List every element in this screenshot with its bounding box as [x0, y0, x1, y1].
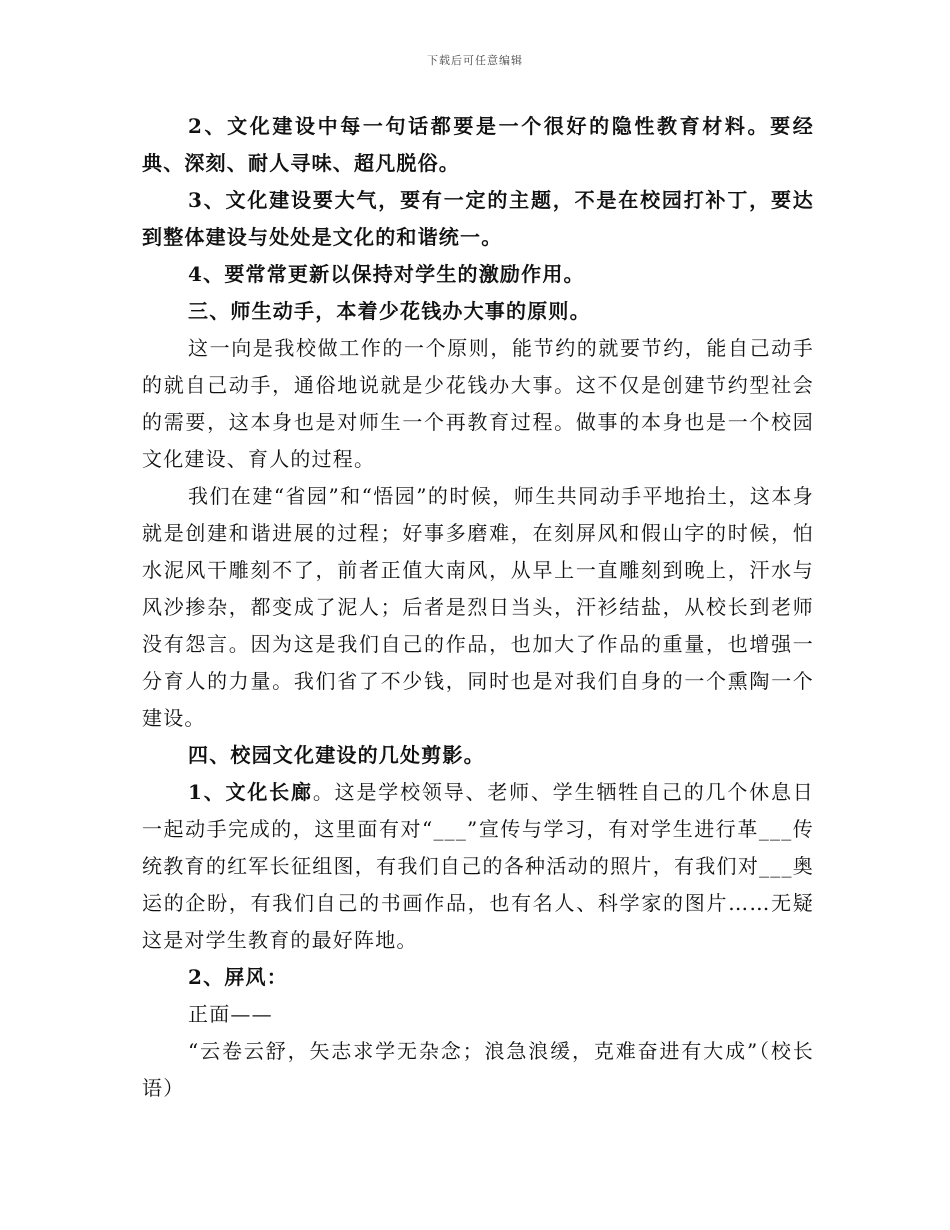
screen-front-quote: “云卷云舒，矢志求学无杂念；浪急浪缓，克难奋进有大成”（校长语） — [142, 1039, 814, 1100]
paragraph-point-4: 4、要常常更新以保持对学生的激励作用。 — [188, 262, 585, 286]
paragraph-culture-corridor — [142, 774, 814, 959]
subheading-screen: 2、屏风： — [188, 965, 288, 989]
paragraph-point-3: 3、文化建设要大气，要有一定的主题，不是在校园打补丁，要达到整体建设与处处是文化的和谐统一。 — [142, 188, 814, 249]
paragraph-gardens: 我们在建“省园”和“悟园”的时候，师生共同动手平地抬土，这本身就是创建和谐进展的过程；好事多磨难，在刻屏风和假山字的时候，怕水泥风干雕刻不了，前者正值大南风，从早上一直雕刻到晚上，汗水与风沙掺杂，都变成了泥人；后者是烈日当头，汗衫结盐，从校长到老师没有怨言。因为这是我们自己的作品，也加大了作品的重量，也增强一分育人的力量。我们省了不少钱，同时也是对我们自身的一个熏陶一个建设。 — [142, 484, 814, 730]
paragraph-principle: 这一向是我校做工作的一个原则，能节约的就要节约，能自己动手的就自己动手，通俗地说就是少花钱办大事。这不仅是创建节约型社会的需要，这本身也是对师生一个再教育过程。做事的本身也是一个校园文化建设、育人的过程。 — [142, 336, 814, 471]
paragraph-point-2: 2、文化建设中每一句话都要是一个很好的隐性教育材料。要经典、深刻、耐人寻味、超凡脱俗。 — [142, 114, 814, 175]
corridor-text: 。这是学校领导、老师、学生牺牲自己的几个休息日一起动手完成的，这里面有对“___”宣传与学习，有对学生进行革___传统教育的红军长征组图，有我们自己的各种活动的照片，有我们对___奥运的企盼，有我们自己的书画作品，也有名人、科学家的图片……无疑这是对学生教育的最好阵地。 — [142, 780, 814, 952]
document-body — [142, 108, 814, 1107]
section-heading-3: 三、师生动手，本着少花钱办大事的原则。 — [188, 299, 591, 323]
page-header: 下载后可任意编辑 — [427, 54, 523, 67]
section-heading-4: 四、校园文化建设的几处剪影。 — [188, 743, 485, 767]
screen-front-label: 正面—— — [188, 1002, 273, 1026]
corridor-label: 1、文化长廊 — [188, 780, 313, 804]
